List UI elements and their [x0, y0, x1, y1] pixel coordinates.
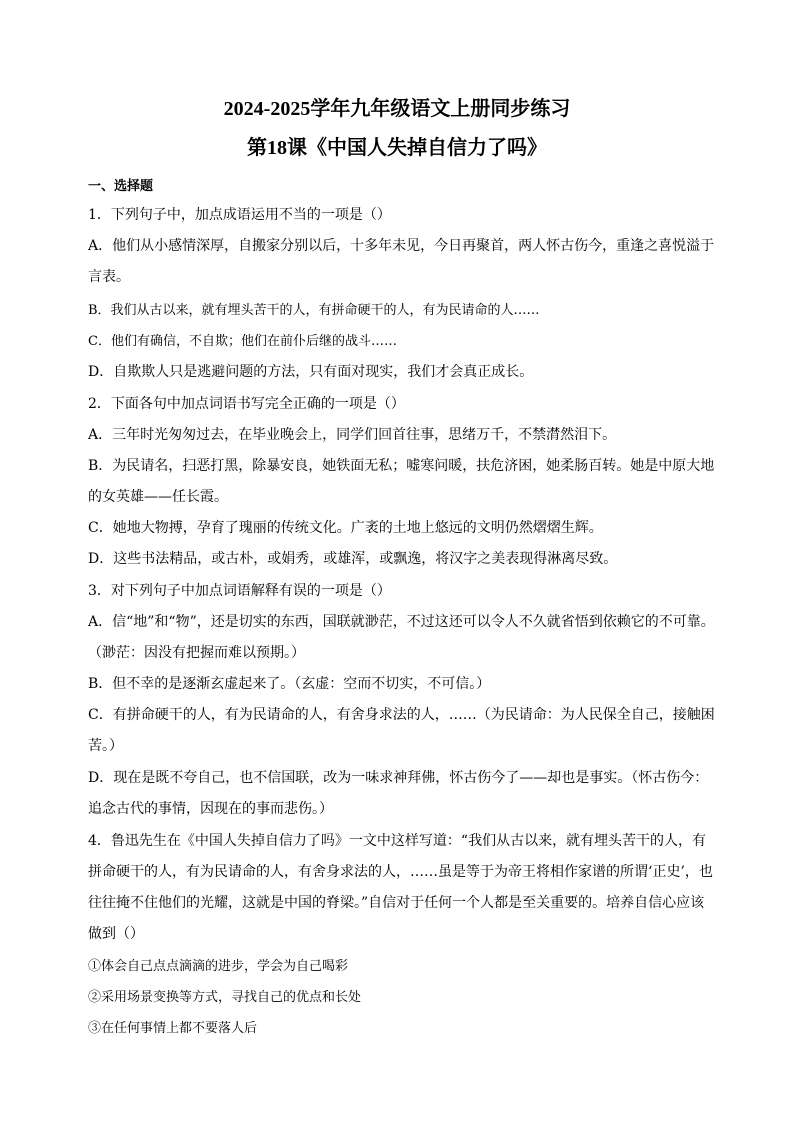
question-2-option-b: B．为民请名，扫恶打黑，除暴安良，她铁面无私；嘘寒问暖，扶危济困，她柔肠百转。她是中原大地 [88, 458, 715, 474]
question-4-statement-3: ③在任何事情上都不要落人后 [88, 1021, 258, 1036]
question-4-statement-1: ①体会自己点点滴滴的进步，学会为自己喝彩 [88, 959, 349, 974]
question-4-statement-2: ②采用场景变换等方式，寻找自己的优点和长处 [88, 990, 362, 1005]
question-2-stem: 2．下面各句中加点词语书写完全正确的一项是（） [88, 396, 405, 412]
question-2-option-c: C．她地大物搏，孕育了瑰丽的传统文化。广袤的土地上悠远的文明仍然熠熠生辉。 [88, 520, 603, 536]
question-3-option-b: B．但不幸的是逐渐玄虚起来了。（玄虚：空而不切实，不可信。） [88, 676, 491, 692]
question-3-option-d-cont: 追念古代的事情，因现在的事而悲伤。） [88, 801, 333, 817]
question-2-option-d: D．这些书法精品，或古朴，或娟秀，或雄浑，或飘逸，将汉字之美表现得淋离尽致。 [88, 551, 618, 567]
question-4-stem: 4．鲁迅先生在《中国人失掉自信力了吗》一文中这样写道：“我们从古以来，就有埋头苦干的人，有 [88, 833, 707, 849]
question-3-option-d: D．现在是既不夸自己，也不信国联，改为一味求神拜佛，怀古伤今了——却也是事实。（怀古伤今： [88, 770, 709, 786]
question-3-option-c: C．有拼命硬干的人，有为民请命的人，有舍身求法的人，……（为民请命：为人民保全自己，接触困 [88, 707, 715, 723]
question-1-option-d: D．自欺欺人只是逃避问题的方法，只有面对现实，我们才会真正成长。 [88, 364, 534, 380]
question-3-stem: 3．对下列句子中加点词语解释有误的一项是（） [88, 583, 391, 599]
document-title: 2024-2025学年九年级语文上册同步练习 [223, 98, 571, 120]
question-3-option-c-cont: 苦。） [88, 738, 123, 754]
question-1-option-a: A．他们从小感情深厚，自搬家分别以后，十多年未见，今日再聚首，两人怀古伤今，重逢之喜悦溢于 [88, 238, 715, 254]
question-1-option-c: C．他们有确信，不自欺；他们在前仆后继的战斗…… [88, 334, 397, 349]
section-heading: 一、选择题 [88, 179, 154, 194]
question-1-option-b: B．我们从古以来，就有埋头苦干的人，有拼命硬干的人，有为民请命的人…… [88, 303, 540, 318]
question-4-stem-cont-1: 拼命硬干的人，有为民请命的人，有舍身求法的人，……虽是等于为帝王将相作家谱的所谓‘正史’，也 [88, 864, 713, 880]
lesson-subtitle: 第18课《中国人失掉自信力了吗》 [247, 137, 547, 159]
question-1-option-a-cont: 言表。 [88, 269, 130, 285]
question-3-option-a: A．信“地”和“物”，还是切实的东西，国联就渺茫，不过这还可以令人不久就省悟到依赖它的不可靠。 [88, 614, 715, 630]
question-1-stem: 1．下列句子中，加点成语运用不当的一项是（） [88, 207, 391, 223]
question-4-stem-cont-3: 做到（） [88, 926, 144, 942]
question-2-option-a: A．三年时光匆匆过去，在毕业晚会上，同学们回首往事，思绪万千，不禁潸然泪下。 [88, 427, 617, 443]
question-2-option-b-cont: 的女英雄——任长霞。 [88, 489, 228, 505]
question-3-option-a-cont: （渺茫：因没有把握而难以预期。） [88, 645, 305, 661]
question-4-stem-cont-2: 往往掩不住他们的光耀，这就是中国的脊梁。”自信对于任何一个人都是至关重要的。培养自信心应该 [88, 895, 705, 911]
